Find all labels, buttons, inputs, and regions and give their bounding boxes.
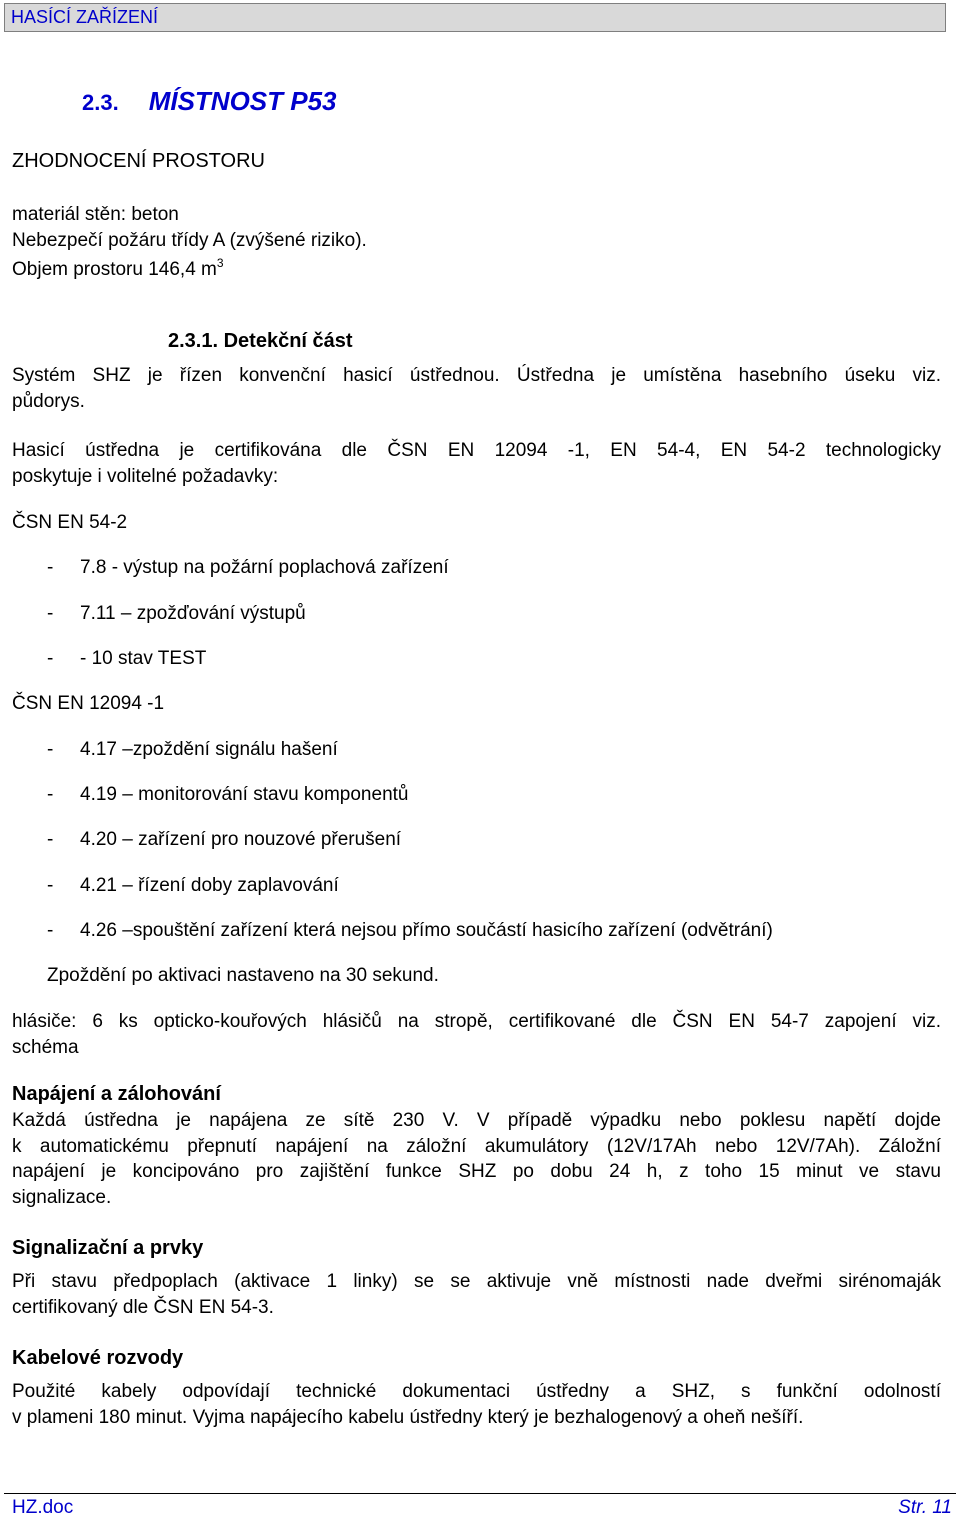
list-item: 4.17 –zpoždění signálu hašení [80, 739, 338, 760]
section-number: 2.3. [82, 90, 119, 115]
list-bullet: - [47, 603, 54, 624]
detection-heading: 2.3.1. Detekční část [168, 330, 353, 352]
power-heading: Napájení a zálohování [12, 1083, 221, 1105]
volume-value: Objem prostoru 146,4 m [12, 259, 217, 280]
detection-p2-line2: poskytuje i volitelné požadavky: [12, 466, 279, 487]
cabling-line1: Použité kabely odpovídají technické dokumentaci ústředny a SHZ, s funkční odolností [12, 1381, 941, 1402]
list-bullet: - [47, 829, 54, 850]
list-item: 7.11 – zpožďování výstupů [80, 603, 306, 624]
list-item: 4.21 – řízení doby zaplavování [80, 875, 339, 896]
cabling-heading: Kabelové rozvody [12, 1347, 184, 1369]
list-item: 7.8 - výstup na požární poplachová zařízení [80, 557, 449, 578]
list-bullet: - [47, 739, 54, 760]
power-line1: Každá ústředna je napájena ze sítě 230 V. V případě výpadku nebo poklesu napětí dojde [12, 1110, 941, 1131]
list-bullet: - [47, 648, 54, 669]
signaling-line1: Při stavu předpoplach (aktivace 1 linky) se se aktivuje vně místnosti nade dveřmi sirénomaják [12, 1271, 941, 1292]
section-title: MÍSTNOST P53 [148, 86, 337, 116]
standard-title-12094-1: ČSN EN 12094 -1 [12, 693, 165, 714]
power-line3: napájení je koncipováno pro zajištění funkce SHZ po dobu 24 h, z toho 15 minut ve stavu [12, 1161, 941, 1182]
detection-p1-line1: Systém SHZ je řízen konvenční hasicí ústřednou. Ústředna je umístěna hasebního úseku viz. [12, 365, 941, 386]
signaling-line2: certifikovaný dle ČSN EN 54-3. [12, 1297, 274, 1318]
standard-title-54-2: ČSN EN 54-2 [12, 512, 128, 533]
fire-risk-text: Nebezpečí požáru třídy A (zvýšené riziko). [12, 230, 367, 251]
delay-note: Zpoždění po aktivaci nastaveno na 30 sekund. [47, 965, 439, 986]
section-heading [82, 86, 337, 117]
footer-filename: HZ.doc [12, 1497, 74, 1518]
walls-text: materiál stěn: beton [12, 204, 179, 225]
detectors-line2: schéma [12, 1037, 79, 1058]
power-line4: signalizace. [12, 1187, 112, 1208]
list-item: - 10 stav TEST [80, 648, 207, 669]
assessment-heading: ZHODNOCENÍ PROSTORU [12, 150, 265, 172]
list-item: 4.19 – monitorování stavu komponentů [80, 784, 409, 805]
cabling-line2: v plameni 180 minut. Vyjma napájecího kabelu ústředny který je bezhalogenový a oheň nešíří. [12, 1407, 804, 1428]
footer-page-number: Str. 11 [898, 1497, 952, 1518]
detection-p2-line1: Hasicí ústředna je certifikována dle ČSN EN 12094 -1, EN 54-4, EN 54-2 technologicky [12, 440, 941, 461]
list-bullet: - [47, 875, 54, 896]
list-bullet: - [47, 920, 54, 941]
list-item: 4.20 – zařízení pro nouzové přerušení [80, 829, 402, 850]
list-bullet: - [47, 784, 54, 805]
volume-unit-exponent: 3 [216, 256, 224, 270]
power-line2: k automatickému přepnutí napájení na záložní akumulátory (12V/17Ah nebo 12V/7Ah). Záložní [12, 1136, 941, 1157]
footer-divider [4, 1493, 956, 1494]
list-item: 4.26 –spouštění zařízení která nejsou přímo součástí hasicího zařízení (odvětrání) [80, 920, 773, 941]
detection-p1-line2: půdorys. [12, 391, 85, 412]
volume-text [12, 256, 224, 281]
header-title: HASÍCÍ ZAŘÍZENÍ [11, 7, 159, 27]
detectors-line1: hlásiče: 6 ks opticko-kouřových hlásičů na stropě, certifikované dle ČSN EN 54-7 zapojení viz. [12, 1011, 941, 1032]
signaling-heading: Signalizační a prvky [12, 1237, 204, 1259]
list-bullet: - [47, 557, 54, 578]
document-header [4, 3, 946, 32]
